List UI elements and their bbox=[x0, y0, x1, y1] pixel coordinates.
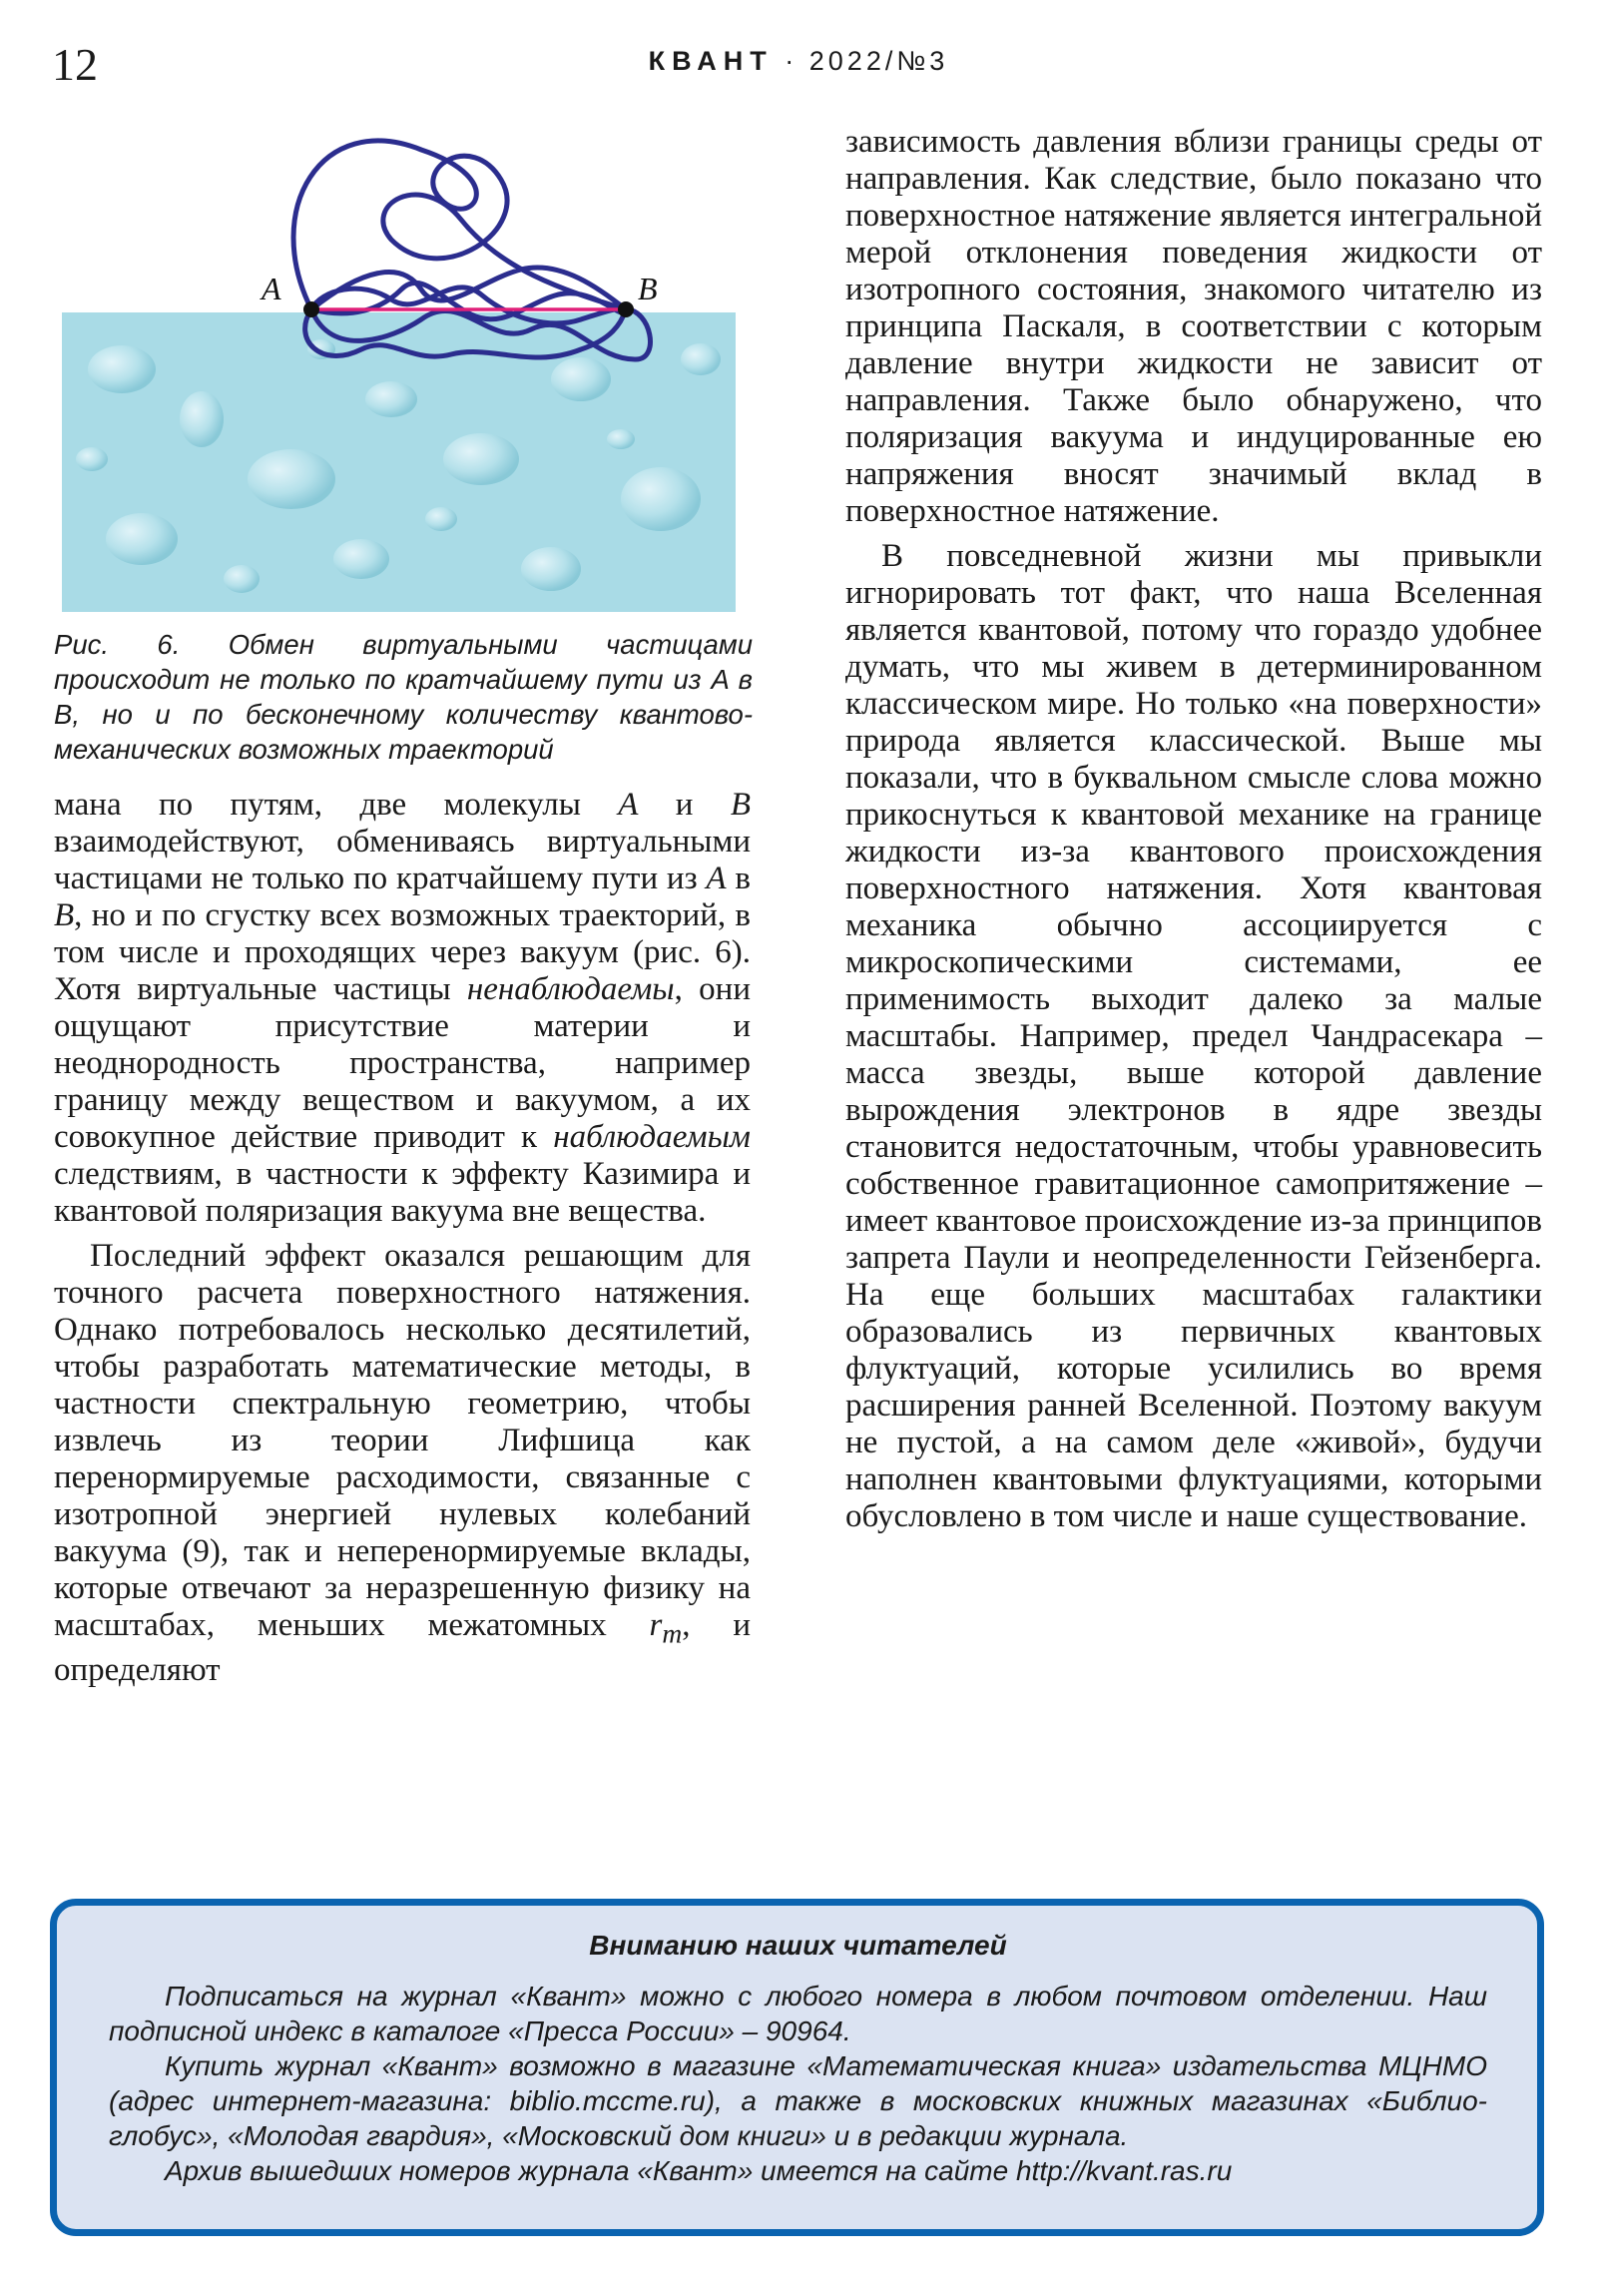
point-b bbox=[618, 301, 634, 317]
page-number: 12 bbox=[52, 39, 98, 90]
readers-notice-box bbox=[50, 1899, 1544, 2236]
page-header bbox=[0, 0, 1597, 110]
notice-title: Вниманию наших читателей bbox=[589, 1930, 1007, 1961]
right-column bbox=[845, 124, 1542, 1535]
left-paragraph-1: мана по путям, две молекулы A и B взаимодействуют, обмениваясь виртуальными частицами не только по кратчайшему пути из A в B, но и по сгустку всех возможных траекторий, в том числе и проходящих через вакуум (рис. 6). Хотя виртуальные частицы ненаблюдаемы, они ощущают присутствие материи и неоднородность пространства, например границу между веществом и вакуумом, а их совокупное действие приводит к наблюдаемым следствиям, в частности к эффекту Казимира и квантовой поляризация вакуума вне вещества. bbox=[54, 787, 751, 1229]
right-paragraph-1: зависимость давления вблизи границы среды от направления. Как следствие, было показано что поверхностное натяжение является интегральной мерой отклонения поведения жидкости от изотропного состояния, знакомого читателю из принципа Паскаля, в соответствии с которым давление внутри жидкости не зависит от направления. Также было обнаружено, что поляризация вакуума и индуцированные ею напряжения вносят значимый вклад в поверхностное натяжение. bbox=[845, 124, 1542, 529]
trajectory-figure bbox=[62, 120, 741, 619]
label-b: B bbox=[638, 271, 658, 306]
magazine-name: КВАНТ bbox=[648, 46, 774, 76]
issue-label: · 2022/№3 bbox=[773, 46, 949, 76]
notice-paragraph-3: Архив вышедших номеров журнала «Квант» имеется на сайте http://kvant.ras.ru bbox=[165, 2155, 1233, 2186]
left-column bbox=[54, 787, 751, 1689]
left-paragraph-2: Последний эффект оказался решающим для точного расчета поверхностного натяжения. Однако потребовалось несколько десятилетий, чтобы разработать математические методы, в частности спектральную геометрию, чтобы извлечь из теории Лифшица как перенормируемые расходимости, связанные с изотропной энергией нулевых колебаний вакуума (9), так и неперенормируемые вклады, которые отвечают за неразрешенную физику на масштабах, меньших межатомных $r_m$, и определяют bbox=[54, 1238, 751, 1688]
figure-caption: Рис. 6. Обмен виртуальными частицами происходит не только по кратчайшему пути из A в B, но и по бесконечному количеству квантово-механических возможных траекторий bbox=[54, 629, 753, 765]
notice-paragraph-2: Купить журнал «Квант» возможно в магазине «Математическая книга» издательства МЦНМО (адрес интернет-магазина: biblio.mccme.ru), а также в московских книжных магазинах «Библио-глобус», «Молодая гвардия», «Московский дом книги» и в редакции журнала. bbox=[109, 2050, 1487, 2151]
notice-paragraph-1: Подписаться на журнал «Квант» можно с любого номера в любом почтовом отделении. Наш подписной индекс в каталоге «Пресса России» – 90964. bbox=[109, 1981, 1487, 2046]
right-paragraph-2: В повседневной жизни мы привыкли игнорировать тот факт, что наша Вселенная является квантовой, потому что гораздо удобнее думать, что мы живем в детерминированном классическом мире. Но только «на поверхности» природа является классической. Выше мы показали, что в буквальном смысле слова можно прикоснуться к квантовой механике на границе жидкости из-за квантового происхождения поверхностного натяжения. Хотя квантовая механика обычно ассоциируется с микроскопическими системами, ее применимость выходит далеко за малые масштабы. Например, предел Чандрасекара – масса звезды, выше которой давление вырождения электронов в ядре звезды становится недостаточным, чтобы уравновесить собственное гравитационное самопритяжение – имеет квантовое происхождение из-за принципов запрета Паули и неопределенности Гейзенберга. На еще больших масштабах галактики образовались из первичных квантовых флуктуаций, которые усилились во время расширения ранней Вселенной. Поэтому вакуум не пустой, а на самом деле «живой», будучи наполнен квантовыми флуктуациями, которыми обусловлено в том числе и наше существование. bbox=[845, 538, 1542, 1534]
point-a bbox=[303, 301, 319, 317]
running-head bbox=[0, 46, 1597, 77]
label-a: A bbox=[262, 271, 281, 306]
figure-6 bbox=[62, 120, 741, 619]
